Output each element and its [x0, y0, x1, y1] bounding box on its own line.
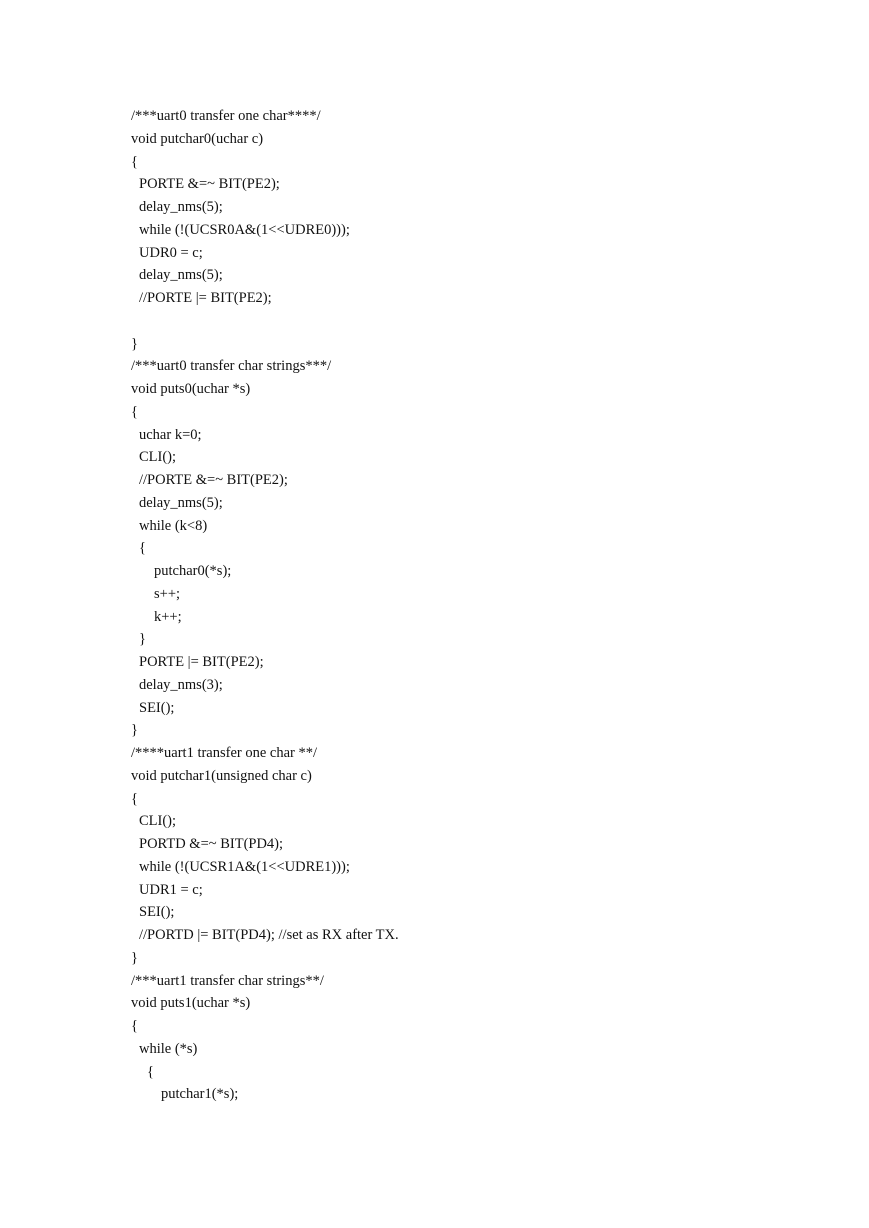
code-line: } [139, 631, 146, 648]
code-line: } [131, 949, 138, 966]
code-line: k++; [154, 608, 182, 625]
code-line: PORTE &=~ BIT(PE2); [139, 176, 280, 193]
code-line: //PORTD |= BIT(PD4); //set as RX after TX. [139, 927, 399, 943]
code-listing [131, 105, 399, 1106]
code-line: /***uart1 transfer char strings**/ [131, 972, 324, 989]
code-line: s++; [154, 585, 181, 602]
code-line: { [131, 790, 138, 807]
code-line: /***uart0 transfer one char****/ [131, 108, 321, 124]
code-line: CLI(); [139, 813, 177, 830]
code-line: { [139, 540, 146, 557]
code-line: void putchar1(unsigned char c) [131, 767, 312, 784]
code-line: PORTD &=~ BIT(PD4); [139, 836, 284, 852]
code-line: UDR0 = c; [139, 244, 203, 261]
code-line: { [131, 153, 138, 170]
code-line: while (!(UCSR1A&(1<<UDRE1))); [139, 858, 350, 875]
code-line: { [131, 403, 138, 420]
code-line: SEI(); [139, 699, 175, 716]
code-line: void putchar0(uchar c) [131, 130, 264, 147]
code-line [131, 310, 399, 333]
code-line: } [131, 335, 138, 352]
code-line: CLI(); [139, 449, 177, 466]
code-line: putchar1(*s); [161, 1086, 239, 1103]
code-line: //PORTE &=~ BIT(PE2); [139, 472, 288, 488]
code-line: UDR1 = c; [139, 881, 203, 898]
code-line: void puts1(uchar *s) [131, 995, 251, 1012]
code-line: while (*s) [139, 1040, 198, 1057]
code-line: delay_nms(5); [139, 494, 223, 511]
code-line: uchar k=0; [139, 426, 202, 443]
code-line: } [131, 722, 138, 739]
code-line: PORTE |= BIT(PE2); [139, 654, 264, 670]
code-line: delay_nms(5); [139, 267, 223, 284]
code-line: SEI(); [139, 904, 175, 921]
code-line: delay_nms(5); [139, 199, 223, 215]
code-line: { [131, 1018, 138, 1034]
code-line: delay_nms(3); [139, 676, 223, 693]
code-line: { [147, 1063, 154, 1080]
code-line: while (k<8) [139, 517, 208, 534]
code-line: putchar0(*s); [154, 563, 232, 579]
code-line: //PORTE |= BIT(PE2); [139, 290, 272, 306]
code-line: /****uart1 transfer one char **/ [131, 745, 318, 761]
code-line: void puts0(uchar *s) [131, 381, 251, 397]
code-line: while (!(UCSR0A&(1<<UDRE0))); [139, 221, 350, 238]
code-line: /***uart0 transfer char strings***/ [131, 358, 332, 375]
